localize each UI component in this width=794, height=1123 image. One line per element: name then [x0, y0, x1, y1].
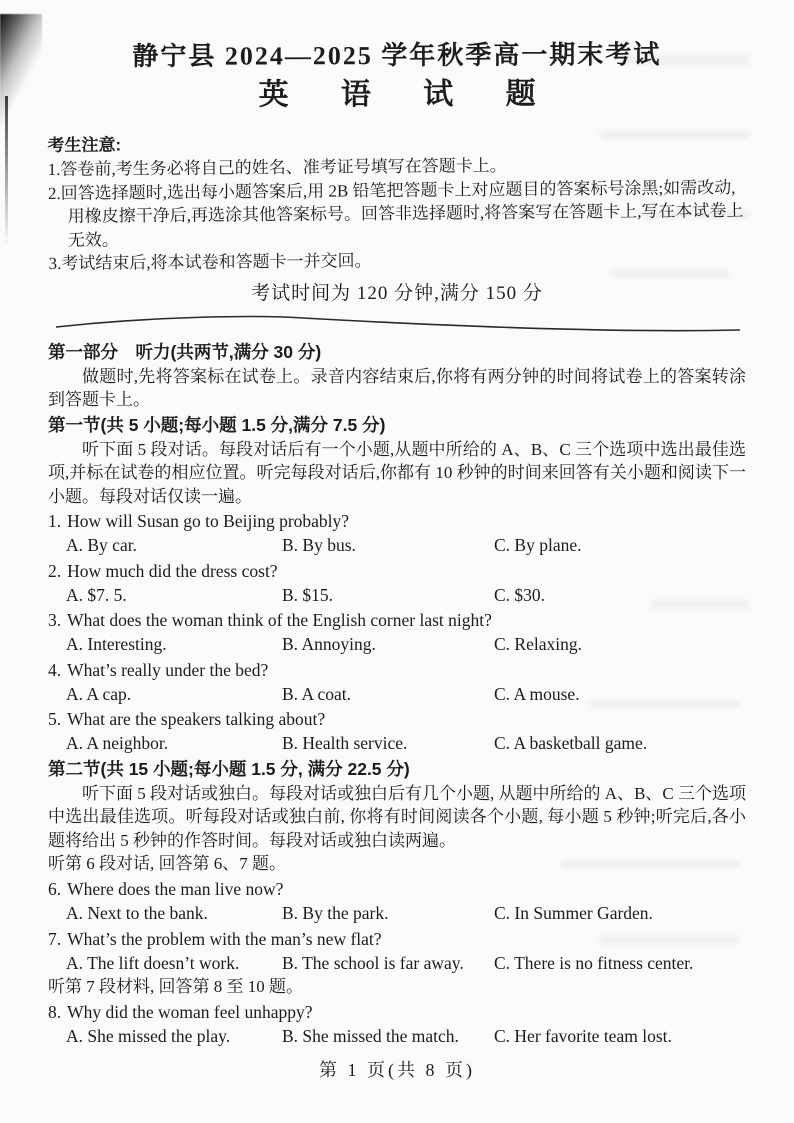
question-options — [48, 583, 746, 608]
question-number: 2. — [48, 560, 62, 581]
question-options — [48, 632, 746, 657]
question-number: 5. — [48, 709, 62, 729]
candidate-notice — [47, 127, 746, 276]
option-b: B. Annoying. — [282, 634, 376, 654]
option-c: C. Her favorite team lost. — [494, 1026, 672, 1046]
question-text: How much did the dress cost? — [67, 560, 278, 581]
option-b: B. By bus. — [282, 535, 356, 555]
question-line — [48, 509, 746, 533]
question-options — [48, 1024, 746, 1049]
question-options — [48, 533, 746, 558]
edge-scan-streak — [5, 96, 8, 246]
option-c: C. A basketball game. — [494, 733, 648, 753]
question-4 — [48, 658, 746, 707]
question-line — [48, 927, 746, 951]
option-b: B. By the park. — [282, 903, 389, 923]
section1-intro: 听下面 5 段对话。每段对话后有一个小题,从题中所给的 A、B、C 三个选项中选出最佳选项,并标在试卷的相应位置。听完每段对话后,你都有 10 秒钟的时间来回答有关小题和阅读下一小题。每段对话仅读一遍。 — [48, 439, 746, 506]
exam-subject-title: 英 语 试 题 — [258, 77, 558, 112]
option-b: B. $15. — [282, 584, 334, 605]
option-a: A. $7. 5. — [66, 584, 127, 605]
question-number: 4. — [48, 659, 62, 680]
question-text: What’s the problem with the man’s new flat? — [67, 928, 382, 949]
option-b: B. A coat. — [282, 683, 352, 704]
question-number: 3. — [48, 610, 62, 630]
option-a: A. She missed the play. — [66, 1026, 231, 1046]
question-6 — [48, 877, 746, 926]
option-a: A. By car. — [66, 535, 137, 555]
listening-cue-2: 听第 7 段材料, 回答第 8 至 10 题。 — [48, 977, 303, 996]
option-c: C. By plane. — [494, 535, 582, 555]
question-line — [48, 877, 746, 901]
question-number: 8. — [48, 1002, 62, 1022]
option-c: C. A mouse. — [494, 683, 580, 704]
part1-intro: 做题时,先将答案标在试卷上。录音内容结束后,你将有两分钟的时间将试卷上的答案转涂到答题卡上。 — [48, 366, 746, 409]
question-number: 6. — [48, 879, 62, 899]
option-a: A. Interesting. — [66, 634, 167, 654]
question-options — [48, 682, 746, 707]
listening-cue-1: 听第 6 段对话, 回答第 6、7 题。 — [48, 854, 286, 873]
option-c: C. Relaxing. — [494, 634, 582, 654]
exam-duration: 考试时间为 120 分钟,满分 150 分 — [251, 282, 543, 304]
question-line — [48, 707, 746, 731]
page-title: 静宁县 2024—2025 学年秋季高一期末考试 — [132, 40, 662, 71]
question-text: What are the speakers talking about? — [67, 709, 326, 729]
question-line — [48, 1000, 746, 1024]
question-7 — [48, 927, 746, 976]
notice-heading: 考生注意: — [47, 135, 122, 156]
question-options — [48, 901, 746, 926]
question-line — [48, 658, 746, 682]
option-a: A. Next to the bank. — [66, 903, 208, 923]
question-number: 1. — [48, 511, 62, 531]
question-1 — [48, 509, 746, 558]
notice-item-3: 3.考试结束后,将本试卷和答题卡一并交回。 — [48, 251, 372, 274]
section-divider — [48, 309, 748, 335]
option-b: B. Health service. — [282, 733, 408, 753]
notice-item-2: 2.回答选择题时,选出每小题答案后,用 2B 铅笔把答题卡上对应题目的答案标号涂黑;如需改动,用橡皮擦干净后,再选涂其他答案标号。回答非选择题时,将答案写在答题卡上,写在本试卷上无效。 — [47, 177, 744, 250]
section1-heading: 第一节(共 5 小题;每小题 1.5 分,满分 7.5 分) — [48, 414, 386, 435]
question-5 — [48, 707, 746, 756]
option-b: B. She missed the match. — [282, 1026, 459, 1046]
bleed-through-artifact — [610, 270, 730, 278]
question-3 — [48, 608, 746, 657]
question-text: What’s really under the bed? — [67, 659, 269, 680]
corner-scan-artifact — [0, 14, 42, 126]
title-block — [48, 39, 746, 117]
question-text: How will Susan go to Beijing probably? — [67, 511, 350, 531]
question-number: 7. — [48, 928, 62, 949]
option-c: C. In Summer Garden. — [494, 903, 653, 923]
question-2 — [48, 559, 746, 608]
question-options — [48, 951, 746, 976]
question-line — [48, 608, 746, 632]
notice-item-1: 1.答卷前,考生务必将自己的姓名、准考证号填写在答题卡上。 — [47, 156, 507, 180]
question-text: Where does the man live now? — [67, 879, 284, 899]
option-c: C. There is no fitness center. — [494, 952, 694, 973]
page-footer: 第 1 页(共 8 页) — [319, 1060, 475, 1080]
question-options — [48, 731, 746, 756]
question-text: What does the woman think of the English corner last night? — [67, 610, 492, 630]
option-a: A. The lift doesn’t work. — [66, 952, 240, 973]
option-b: B. The school is far away. — [282, 952, 464, 973]
part1-heading: 第一部分 听力(共两节,满分 30 分) — [48, 341, 322, 362]
question-8 — [48, 1000, 746, 1049]
option-a: A. A cap. — [66, 683, 132, 704]
option-a: A. A neighbor. — [66, 733, 169, 753]
section2-intro: 听下面 5 段对话或独白。每段对话或独白后有几个小题, 从题中所给的 A、B、C 三个选项中选出最佳选项。听每段对话或独白前, 你将有时间阅读各个小题, 每小题 5 秒钟;听完后,各小题将给出 5 秒钟的作答时间。每段对话或独白读两遍。 — [48, 783, 746, 850]
question-line — [48, 559, 746, 583]
section2-heading: 第二节(共 15 小题;每小题 1.5 分, 满分 22.5 分) — [48, 758, 410, 779]
option-c: C. $30. — [494, 584, 546, 605]
question-text: Why did the woman feel unhappy? — [67, 1002, 313, 1022]
